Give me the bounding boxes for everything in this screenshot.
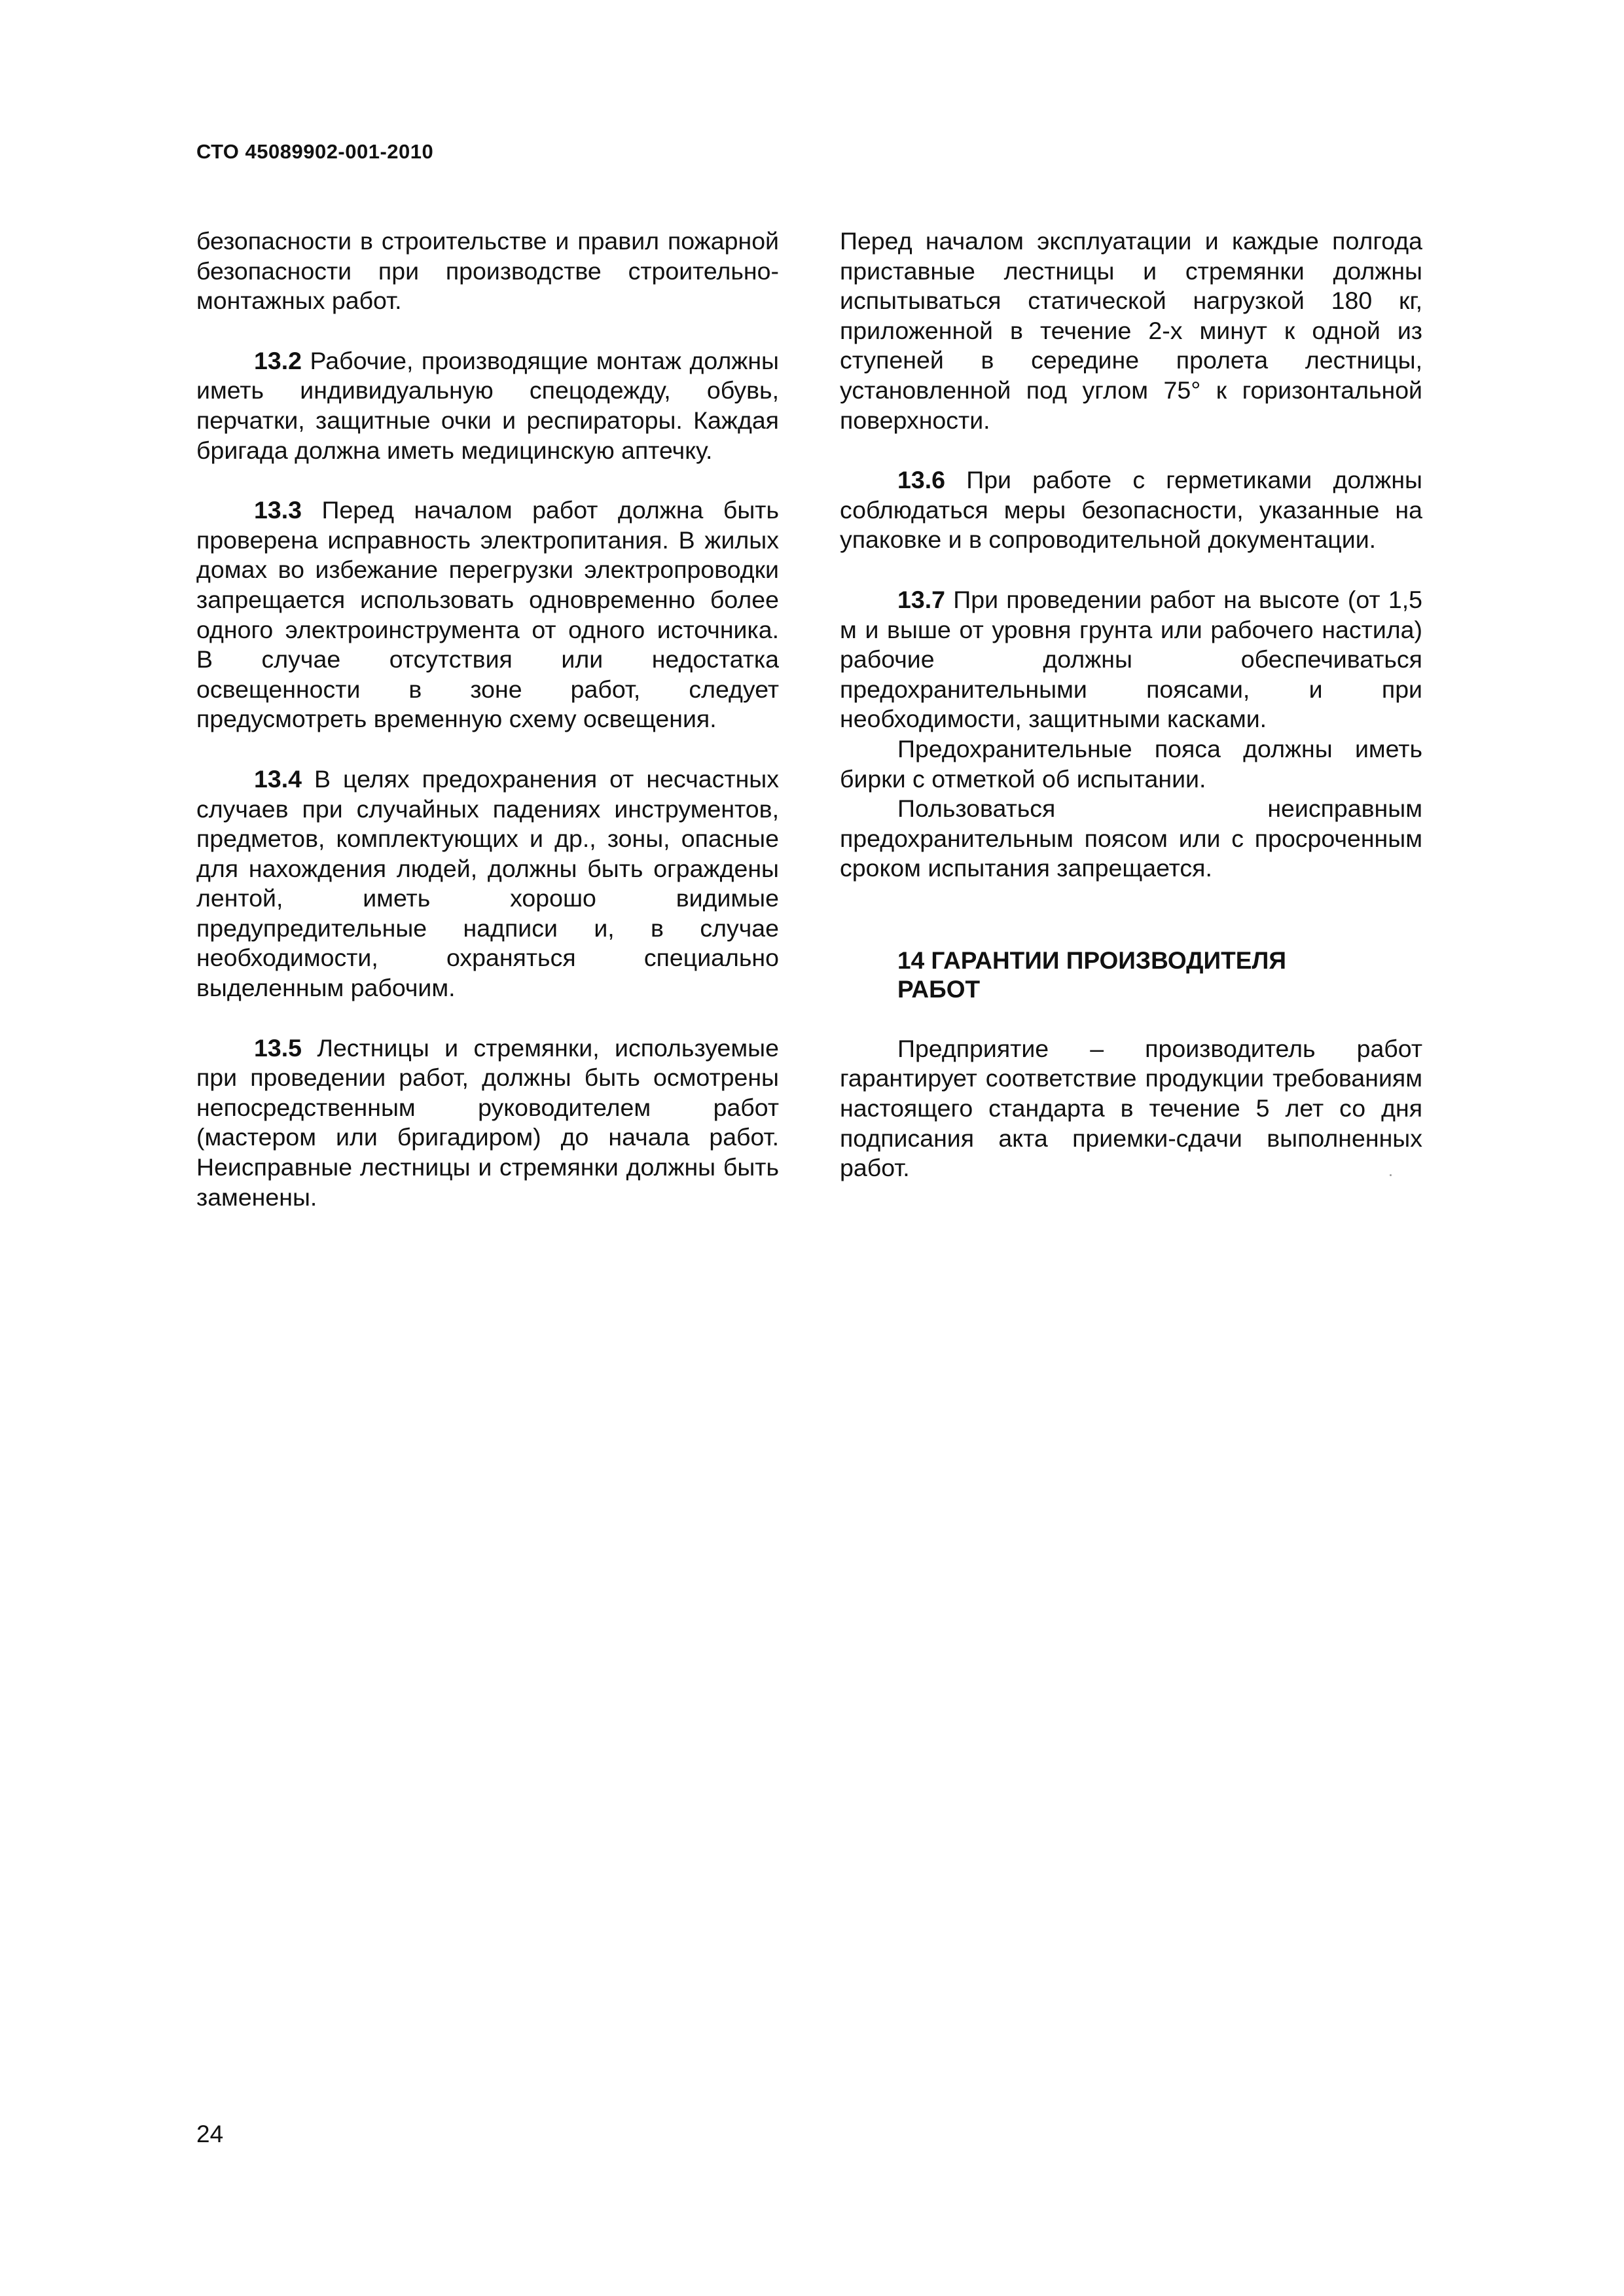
- section-14-paragraph: Предприятие – производитель работ гарантирует соответствие продукции требованиям настоящего стандарта в течение 5 лет со дня подписания акта приемки-сдачи выполненных работ.: [840, 1034, 1422, 1182]
- page-number: 24: [196, 2121, 224, 2147]
- clause-13-3: [196, 495, 779, 734]
- clause-number: 13.5: [254, 1033, 302, 1062]
- clause-text: Перед началом работ должна быть проверена исправность электропитания. В жилых домах во избежание перегрузки электропроводки запрещается использовать одновременно более одного электроинструмента от одного источника. В случае отсутствия или недостатка освещенности в зоне работ, следует предусмотреть временную схему освещения.: [196, 496, 779, 733]
- clause-13-4: [196, 764, 779, 1003]
- right-column: [840, 226, 1422, 1183]
- clause-text: Рабочие, производящие монтаж должны иметь индивидуальную спецодежду, обувь, перчатки, защитные очки и респираторы. Каждая бригада должна иметь медицинскую аптечку.: [196, 346, 779, 464]
- paragraph-continuation: Перед началом эксплуатации и каждые полгода приставные лестницы и стремянки должны испытываться статической нагрузкой 180 кг, приложенной в течение 2-х минут к одной из ступеней в середине пролета лестницы, установленной под углом 75° к горизонтальной поверхности.: [840, 227, 1422, 434]
- clause-text: В целях предохранения от несчастных случаев при случайных падениях инструментов, предметов, комплектующих и др., зоны, опасные для нахождения людей, должны быть ограждены лентой, иметь хорошо видимые предупредительные надписи и, в случае необходимости, охраняться специально выделенным рабочим.: [196, 764, 779, 1002]
- left-column: [196, 226, 779, 1212]
- clause-number: 13.7: [897, 585, 945, 613]
- paragraph-continuation: безопасности в строительстве и правил пожарной безопасности при производстве строительно-монтажных работ.: [196, 227, 779, 315]
- section-14-title: 14 ГАРАНТИИ ПРОИЗВОДИТЕЛЯ РАБОТ: [897, 946, 1286, 1003]
- clause-number: 13.3: [254, 496, 302, 524]
- clause-text: При работе с герметиками должны соблюдаться меры безопасности, указанные на упаковке и в сопроводительной документации.: [840, 466, 1422, 554]
- clause-number: 13.6: [897, 466, 945, 494]
- clause-13-6: [840, 465, 1422, 555]
- clause-13-2: [196, 346, 779, 465]
- scan-speck: [1390, 1174, 1392, 1176]
- clause-13-7: [840, 585, 1422, 734]
- paragraph-belt-tags: Предохранительные пояса должны иметь бирки с отметкой об испытании.: [840, 734, 1422, 793]
- clause-number: 13.2: [254, 346, 302, 374]
- document-code: СТО 45089902-001-2010: [196, 140, 434, 163]
- clause-number: 13.4: [254, 764, 302, 793]
- clause-text: Лестницы и стремянки, используемые при проведении работ, должны быть осмотрены непосредственным руководителем работ (мастером или бригадиром) до начала работ. Неисправные лестницы и стремянки должны быть заменены.: [196, 1033, 779, 1211]
- clause-13-5: [196, 1033, 779, 1213]
- clause-text: При проведении работ на высоте (от 1,5 м и выше от уровня грунта или рабочего настила) рабочие должны обеспечиваться предохранительными поясами, и при необходимости, защитными касками.: [840, 585, 1422, 733]
- paragraph-belt-prohibition: Пользоваться неисправным предохранительным поясом или с просроченным сроком испытания запрещается.: [840, 795, 1422, 882]
